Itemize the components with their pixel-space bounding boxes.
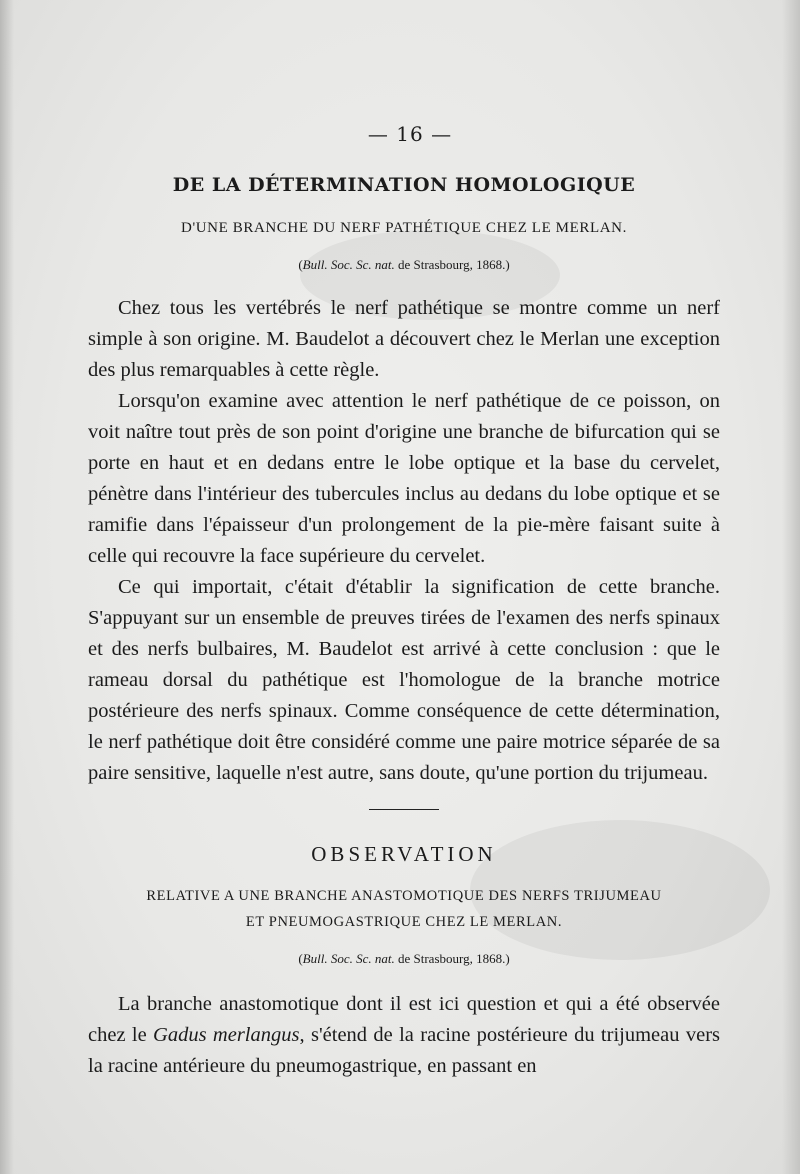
page-number: — 16 — (367, 122, 453, 146)
source-journal: Bull. Soc. Sc. nat. (302, 951, 395, 966)
body-paragraph (88, 989, 720, 1082)
article-body (88, 293, 720, 789)
observation-source-citation (88, 951, 720, 967)
page-edge-shadow-right (782, 0, 800, 1174)
source-open-paren: ( (298, 257, 303, 272)
section-divider (369, 809, 439, 810)
body-paragraph: Lorsqu'on examine avec attention le nerf pathétique de ce poisson, on voit naître tout près de son point d'origine une branche de bifurcation qui se porte en haut et en dedans entre le lobe optique et la base du cervelet, pénètre dans l'intérieur des tubercules inclus au dedans du lobe optique et se ramifie dans l'épaisseur d'un prolongement de la pie-mère faisant suite à celle qui recouvre la face supérieure du cervelet. (88, 390, 720, 567)
source-place-year: de Strasbourg, 1868.) (394, 951, 510, 966)
page-content (88, 122, 720, 1082)
observation-subtitle-line: ET PNEUMOGASTRIQUE CHEZ LE MERLAN. (245, 914, 563, 930)
article-subtitle: D'UNE BRANCHE DU NERF PATHÉTIQUE CHEZ LE MERLAN. (181, 220, 627, 236)
page-edge-shadow-left (0, 0, 14, 1174)
article-title: DE LA DÉTERMINATION HOMOLOGIQUE (172, 174, 636, 196)
observation-body (88, 989, 720, 1082)
paragraph-text: La branche anastomotique dont il est ici question et qui a été observée chez le (88, 993, 720, 1046)
species-name: Gadus merlangus (153, 1024, 300, 1046)
body-paragraph: Ce qui importait, c'était d'établir la signification de cette branche. S'appuyant sur un ensemble de preuves tirées de l'examen des nerfs spinaux et des nerfs bulbaires, M. Baudelot est arrivé à cette conclusion : que le rameau dorsal du pathétique est l'homologue de la branche motrice postérieure des nerfs spinaux. Comme conséquence de cette détermination, le nerf pathétique doit être considéré comme une paire motrice séparée de sa paire sensitive, laquelle n'est autre, sans doute, qu'une portion du trijumeau. (88, 576, 720, 784)
observation-title: OBSERVATION (311, 842, 497, 866)
article-source-citation (88, 257, 720, 273)
source-place-year: de Strasbourg, 1868.) (394, 257, 510, 272)
paragraph-text: , s'étend de la racine postérieure du trijumeau vers la racine antérieure du pneumogastrique, en passant en (88, 1024, 720, 1077)
body-paragraph: Chez tous les vertébrés le nerf pathétique se montre comme un nerf simple à son origine. M. Baudelot a découvert chez le Merlan une exception des plus remarquables à cette règle. (88, 297, 720, 381)
observation-subtitle (88, 883, 720, 935)
source-journal: Bull. Soc. Sc. nat. (302, 257, 395, 272)
source-open-paren: ( (298, 951, 303, 966)
observation-subtitle-line: RELATIVE A UNE BRANCHE ANASTOMOTIQUE DES NERFS TRIJUMEAU (146, 888, 662, 904)
